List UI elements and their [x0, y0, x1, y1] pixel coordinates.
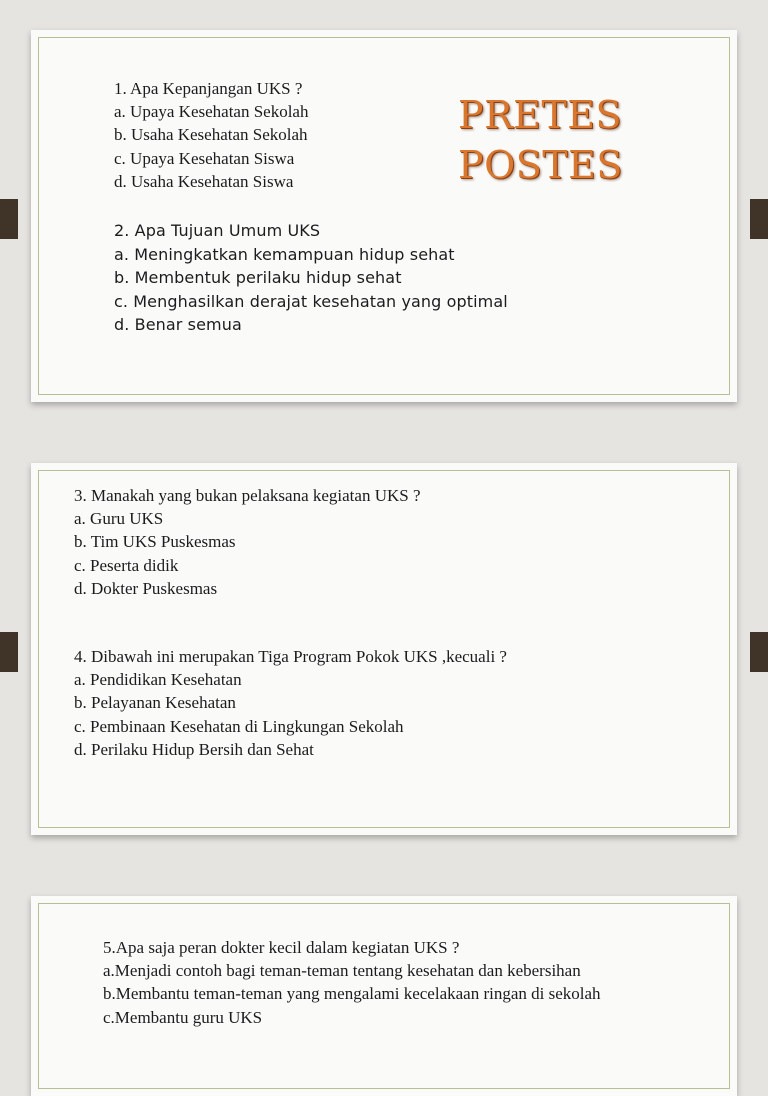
question-text: 2. Apa Tujuan Umum UKS [114, 221, 321, 240]
question-text: 5.Apa saja peran dokter kecil dalam kegiatan UKS ? [103, 938, 460, 957]
option-c: c. Peserta didik [74, 555, 179, 575]
slide-tab-right [750, 199, 768, 239]
title-line-postes: POSTES [458, 143, 623, 187]
question-3 [74, 484, 421, 600]
question-text: 4. Dibawah ini merupakan Tiga Program Pokok UKS ,kecuali ? [74, 647, 507, 666]
question-5 [103, 936, 601, 1029]
option-a: a. Meningkatkan kemampuan hidup sehat [114, 244, 455, 264]
option-d: d. Usaha Kesehatan Siswa [114, 171, 294, 191]
option-d: d. Benar semua [114, 315, 242, 334]
question-1 [114, 77, 308, 193]
slide-tab-right [750, 632, 768, 672]
question-text: 1. Apa Kepanjangan UKS ? [114, 79, 303, 98]
option-b: b. Membentuk perilaku hidup sehat [114, 268, 402, 287]
question-4 [74, 645, 507, 761]
title-line-pretes: PRETES [458, 93, 623, 137]
option-a: a.Menjadi contoh bagi teman-teman tentang kesehatan dan kebersihan [103, 961, 581, 981]
option-c: c. Menghasilkan derajat kesehatan yang optimal [114, 291, 508, 311]
option-a: a. Guru UKS [74, 509, 164, 529]
option-c: c. Upaya Kesehatan Siswa [114, 148, 295, 168]
option-a: a. Upaya Kesehatan Sekolah [114, 102, 309, 122]
question-2 [114, 219, 508, 337]
question-text: 3. Manakah yang bukan pelaksana kegiatan UKS ? [74, 486, 421, 505]
option-b: b. Usaha Kesehatan Sekolah [114, 125, 308, 145]
option-b: b.Membantu teman-teman yang mengalami kecelakaan ringan di sekolah [103, 984, 601, 1004]
option-d: d. Dokter Puskesmas [74, 578, 218, 598]
option-c: c.Membantu guru UKS [103, 1007, 263, 1027]
option-b: b. Tim UKS Puskesmas [74, 532, 236, 552]
option-d: d. Perilaku Hidup Bersih dan Sehat [74, 739, 314, 759]
pretes-postes-title [458, 90, 628, 190]
option-b: b. Pelayanan Kesehatan [74, 693, 236, 713]
slide-tab-left [0, 199, 18, 239]
option-c: c. Pembinaan Kesehatan di Lingkungan Sekolah [74, 716, 404, 736]
option-a: a. Pendidikan Kesehatan [74, 670, 242, 690]
slide-tab-left [0, 632, 18, 672]
